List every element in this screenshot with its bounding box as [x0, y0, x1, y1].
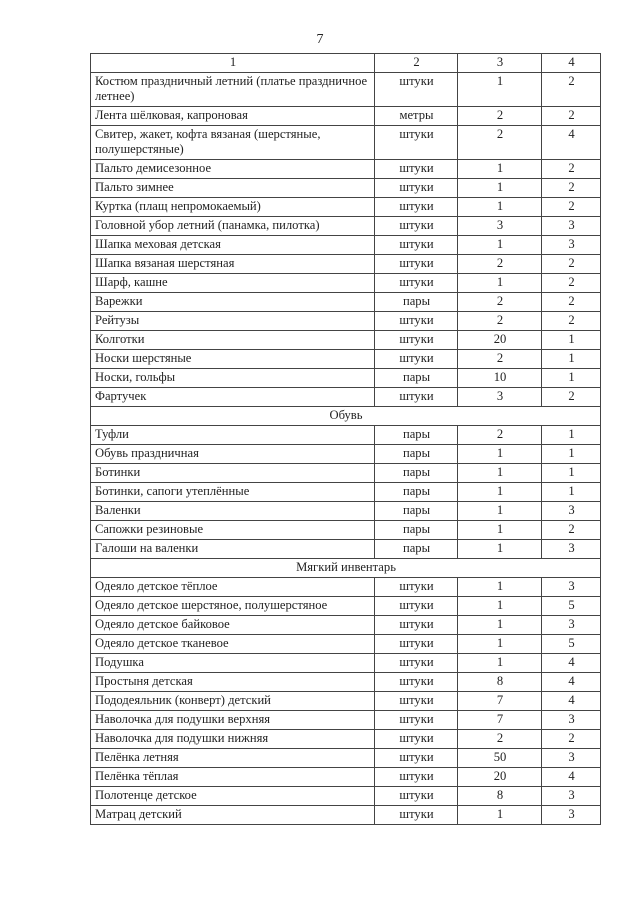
item-term-cell: 1	[542, 483, 601, 502]
table-row	[91, 540, 601, 559]
item-unit-cell: штуки	[375, 787, 458, 806]
table-row	[91, 350, 601, 369]
item-unit-cell: штуки	[375, 274, 458, 293]
item-name-cell: Свитер, жакет, кофта вязаная (шерстяные, полушерстяные)	[91, 126, 375, 160]
item-unit-cell: штуки	[375, 198, 458, 217]
item-term-cell: 3	[542, 806, 601, 825]
item-term-cell: 3	[542, 502, 601, 521]
item-quantity-cell: 1	[458, 483, 542, 502]
item-quantity-cell: 50	[458, 749, 542, 768]
item-quantity-cell: 1	[458, 502, 542, 521]
item-name-cell: Лента шёлковая, капроновая	[91, 107, 375, 126]
item-quantity-cell: 2	[458, 107, 542, 126]
table-row	[91, 126, 601, 160]
item-term-cell: 5	[542, 635, 601, 654]
item-term-cell: 2	[542, 730, 601, 749]
item-term-cell: 3	[542, 711, 601, 730]
table-row	[91, 749, 601, 768]
item-term-cell: 1	[542, 445, 601, 464]
item-unit-cell: штуки	[375, 597, 458, 616]
item-quantity-cell: 1	[458, 464, 542, 483]
item-quantity-cell: 2	[458, 312, 542, 331]
table-row	[91, 578, 601, 597]
table-row	[91, 445, 601, 464]
item-unit-cell: метры	[375, 107, 458, 126]
page-number: 7	[316, 32, 324, 47]
item-name-cell: Сапожки резиновые	[91, 521, 375, 540]
table-body	[91, 54, 601, 825]
clothing-norms-table	[90, 53, 601, 825]
table-row	[91, 312, 601, 331]
item-quantity-cell: 20	[458, 331, 542, 350]
table-row	[91, 160, 601, 179]
item-name-cell: Ботинки	[91, 464, 375, 483]
item-quantity-cell: 1	[458, 521, 542, 540]
item-unit-cell: штуки	[375, 331, 458, 350]
item-name-cell: Подушка	[91, 654, 375, 673]
item-unit-cell: штуки	[375, 768, 458, 787]
item-quantity-cell: 1	[458, 445, 542, 464]
item-term-cell: 3	[542, 217, 601, 236]
item-term-cell: 3	[542, 616, 601, 635]
item-name-cell: Куртка (плащ непромокаемый)	[91, 198, 375, 217]
item-quantity-cell: 8	[458, 673, 542, 692]
item-unit-cell: штуки	[375, 673, 458, 692]
table-row	[91, 73, 601, 107]
item-term-cell: 2	[542, 160, 601, 179]
item-unit-cell: штуки	[375, 711, 458, 730]
item-quantity-cell: 2	[458, 255, 542, 274]
table-row	[91, 369, 601, 388]
item-term-cell: 4	[542, 654, 601, 673]
table-row	[91, 293, 601, 312]
item-unit-cell: штуки	[375, 692, 458, 711]
item-unit-cell: штуки	[375, 255, 458, 274]
item-name-cell: Костюм праздничный летний (платье праздничное летнее)	[91, 73, 375, 107]
item-unit-cell: штуки	[375, 730, 458, 749]
table-row	[91, 331, 601, 350]
item-quantity-cell: 8	[458, 787, 542, 806]
item-term-cell: 2	[542, 255, 601, 274]
item-name-cell: Варежки	[91, 293, 375, 312]
table-row	[91, 711, 601, 730]
item-quantity-cell: 10	[458, 369, 542, 388]
table-row	[91, 616, 601, 635]
item-quantity-cell: 2	[458, 350, 542, 369]
item-unit-cell: пары	[375, 464, 458, 483]
item-quantity-cell: 1	[458, 160, 542, 179]
item-unit-cell: пары	[375, 540, 458, 559]
item-term-cell: 1	[542, 464, 601, 483]
item-term-cell: 2	[542, 293, 601, 312]
table-row	[91, 692, 601, 711]
item-term-cell: 2	[542, 73, 601, 107]
item-term-cell: 3	[542, 236, 601, 255]
item-quantity-cell: 1	[458, 597, 542, 616]
header-col-1: 1	[91, 54, 375, 73]
item-term-cell: 2	[542, 312, 601, 331]
table-row	[91, 217, 601, 236]
table-row	[91, 768, 601, 787]
item-name-cell: Полотенце детское	[91, 787, 375, 806]
item-unit-cell: штуки	[375, 236, 458, 255]
item-term-cell: 3	[542, 787, 601, 806]
item-unit-cell: штуки	[375, 388, 458, 407]
item-name-cell: Обувь праздничная	[91, 445, 375, 464]
item-term-cell: 4	[542, 673, 601, 692]
table-row	[91, 654, 601, 673]
item-name-cell: Одеяло детское тёплое	[91, 578, 375, 597]
section-title: Мягкий инвентарь	[91, 559, 601, 578]
table-row	[91, 597, 601, 616]
item-unit-cell: пары	[375, 502, 458, 521]
item-term-cell: 1	[542, 369, 601, 388]
table-row	[91, 388, 601, 407]
item-term-cell: 2	[542, 274, 601, 293]
item-name-cell: Пелёнка тёплая	[91, 768, 375, 787]
item-unit-cell: штуки	[375, 126, 458, 160]
table-row	[91, 426, 601, 445]
header-col-4: 4	[542, 54, 601, 73]
table-row	[91, 464, 601, 483]
item-unit-cell: штуки	[375, 749, 458, 768]
item-unit-cell: пары	[375, 521, 458, 540]
item-quantity-cell: 2	[458, 293, 542, 312]
item-term-cell: 2	[542, 388, 601, 407]
table-header-row	[91, 54, 601, 73]
item-name-cell: Галоши на валенки	[91, 540, 375, 559]
item-name-cell: Наволочка для подушки нижняя	[91, 730, 375, 749]
item-term-cell: 2	[542, 107, 601, 126]
item-name-cell: Ботинки, сапоги утеплённые	[91, 483, 375, 502]
item-term-cell: 1	[542, 350, 601, 369]
item-quantity-cell: 1	[458, 635, 542, 654]
item-term-cell: 5	[542, 597, 601, 616]
item-quantity-cell: 7	[458, 711, 542, 730]
item-unit-cell: штуки	[375, 806, 458, 825]
item-name-cell: Пальто демисезонное	[91, 160, 375, 179]
header-col-2: 2	[375, 54, 458, 73]
item-quantity-cell: 7	[458, 692, 542, 711]
section-title: Обувь	[91, 407, 601, 426]
table-row	[91, 236, 601, 255]
item-quantity-cell: 20	[458, 768, 542, 787]
item-term-cell: 4	[542, 692, 601, 711]
item-name-cell: Валенки	[91, 502, 375, 521]
item-unit-cell: штуки	[375, 635, 458, 654]
table-row	[91, 274, 601, 293]
item-unit-cell: пары	[375, 293, 458, 312]
section-row	[91, 559, 601, 578]
item-unit-cell: пары	[375, 426, 458, 445]
item-name-cell: Фартучек	[91, 388, 375, 407]
table-row	[91, 806, 601, 825]
item-name-cell: Головной убор летний (панамка, пилотка)	[91, 217, 375, 236]
item-quantity-cell: 1	[458, 274, 542, 293]
item-quantity-cell: 1	[458, 540, 542, 559]
table-row	[91, 107, 601, 126]
item-unit-cell: штуки	[375, 179, 458, 198]
item-unit-cell: штуки	[375, 616, 458, 635]
item-term-cell: 3	[542, 540, 601, 559]
table-row	[91, 502, 601, 521]
item-quantity-cell: 1	[458, 179, 542, 198]
section-row	[91, 407, 601, 426]
item-term-cell: 3	[542, 578, 601, 597]
item-name-cell: Шарф, кашне	[91, 274, 375, 293]
item-name-cell: Наволочка для подушки верхняя	[91, 711, 375, 730]
item-unit-cell: штуки	[375, 160, 458, 179]
item-name-cell: Одеяло детское тканевое	[91, 635, 375, 654]
item-name-cell: Рейтузы	[91, 312, 375, 331]
item-quantity-cell: 2	[458, 426, 542, 445]
item-name-cell: Колготки	[91, 331, 375, 350]
item-name-cell: Носки, гольфы	[91, 369, 375, 388]
item-quantity-cell: 3	[458, 217, 542, 236]
table-row	[91, 787, 601, 806]
header-col-3: 3	[458, 54, 542, 73]
table-row	[91, 635, 601, 654]
table-row	[91, 198, 601, 217]
table-row	[91, 730, 601, 749]
item-term-cell: 2	[542, 521, 601, 540]
item-quantity-cell: 1	[458, 616, 542, 635]
item-quantity-cell: 1	[458, 654, 542, 673]
item-unit-cell: штуки	[375, 217, 458, 236]
item-quantity-cell: 1	[458, 578, 542, 597]
item-quantity-cell: 1	[458, 198, 542, 217]
item-quantity-cell: 2	[458, 730, 542, 749]
item-quantity-cell: 1	[458, 73, 542, 107]
item-name-cell: Одеяло детское шерстяное, полушерстяное	[91, 597, 375, 616]
item-unit-cell: штуки	[375, 312, 458, 331]
table-row	[91, 255, 601, 274]
item-term-cell: 2	[542, 179, 601, 198]
item-quantity-cell: 3	[458, 388, 542, 407]
item-unit-cell: пары	[375, 445, 458, 464]
item-term-cell: 3	[542, 749, 601, 768]
item-quantity-cell: 2	[458, 126, 542, 160]
item-unit-cell: штуки	[375, 350, 458, 369]
item-name-cell: Шапка меховая детская	[91, 236, 375, 255]
item-name-cell: Матрац детский	[91, 806, 375, 825]
item-name-cell: Пальто зимнее	[91, 179, 375, 198]
item-term-cell: 2	[542, 198, 601, 217]
item-quantity-cell: 1	[458, 236, 542, 255]
item-name-cell: Туфли	[91, 426, 375, 445]
item-name-cell: Шапка вязаная шерстяная	[91, 255, 375, 274]
item-term-cell: 4	[542, 126, 601, 160]
item-unit-cell: штуки	[375, 73, 458, 107]
item-quantity-cell: 1	[458, 806, 542, 825]
table-row	[91, 483, 601, 502]
item-unit-cell: пары	[375, 369, 458, 388]
item-name-cell: Простыня детская	[91, 673, 375, 692]
item-term-cell: 1	[542, 331, 601, 350]
table-row	[91, 179, 601, 198]
item-name-cell: Пелёнка летняя	[91, 749, 375, 768]
item-unit-cell: пары	[375, 483, 458, 502]
item-term-cell: 4	[542, 768, 601, 787]
item-name-cell: Одеяло детское байковое	[91, 616, 375, 635]
item-term-cell: 1	[542, 426, 601, 445]
table-row	[91, 521, 601, 540]
item-unit-cell: штуки	[375, 654, 458, 673]
item-name-cell: Носки шерстяные	[91, 350, 375, 369]
item-name-cell: Пододеяльник (конверт) детский	[91, 692, 375, 711]
item-unit-cell: штуки	[375, 578, 458, 597]
table-row	[91, 673, 601, 692]
